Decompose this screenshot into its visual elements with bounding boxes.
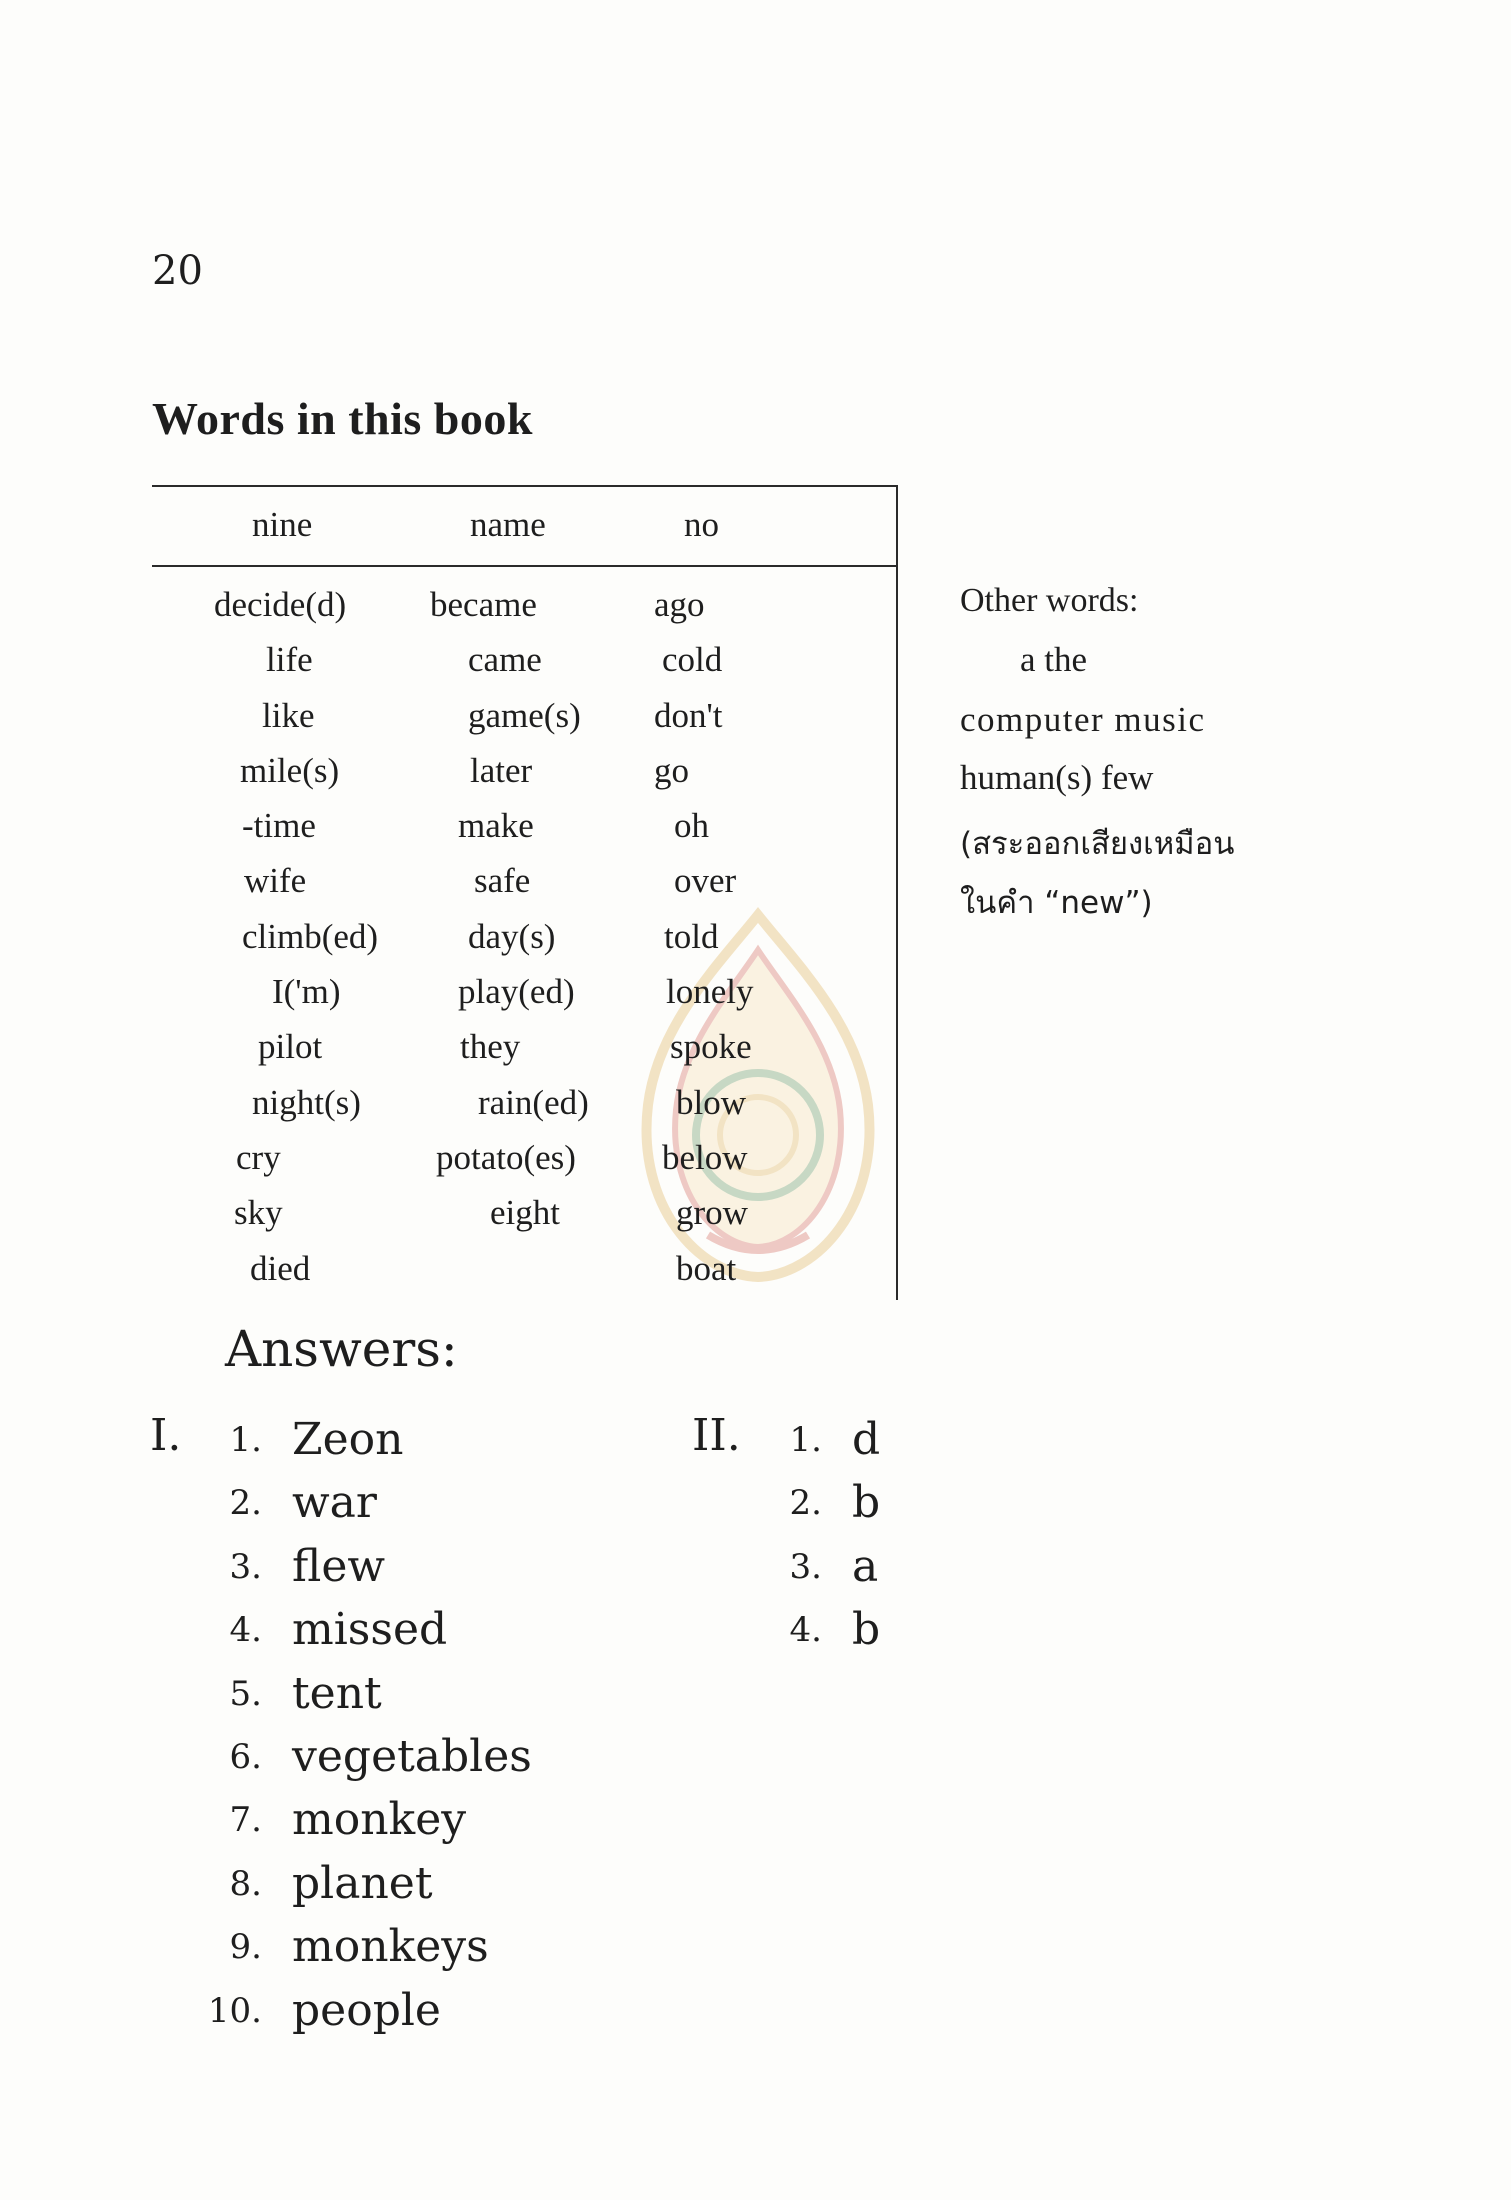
answer-row bbox=[200, 1981, 532, 2044]
answer-number: 2. bbox=[229, 1483, 262, 1524]
word-cell: make bbox=[458, 806, 534, 846]
answer-row bbox=[760, 1473, 880, 1536]
word-cell: became bbox=[430, 585, 537, 624]
table-top-rule bbox=[152, 485, 898, 487]
column-header-nine: nine bbox=[252, 505, 313, 544]
answer-row bbox=[760, 1410, 880, 1473]
other-words-line: a the bbox=[1020, 640, 1088, 679]
answer-text: d bbox=[852, 1414, 881, 1465]
answers-part-one-list bbox=[200, 1410, 532, 2044]
answer-row bbox=[200, 1727, 532, 1790]
word-cell: sky bbox=[234, 1193, 283, 1233]
word-table bbox=[152, 485, 898, 1300]
answer-row bbox=[200, 1790, 532, 1853]
other-words-line: human(s) few bbox=[960, 758, 1154, 797]
page-number: 20 bbox=[152, 248, 203, 294]
answer-number: 1. bbox=[229, 1420, 262, 1460]
answer-row bbox=[760, 1537, 880, 1600]
answer-text: a bbox=[852, 1540, 879, 1592]
answer-row bbox=[200, 1473, 532, 1536]
answer-row bbox=[200, 1410, 532, 1473]
answer-row bbox=[200, 1537, 532, 1600]
answer-text: people bbox=[292, 1984, 441, 2036]
word-cell: life bbox=[266, 640, 313, 680]
answer-text: monkey bbox=[292, 1794, 467, 1846]
answer-number: 6. bbox=[229, 1736, 262, 1777]
answer-row bbox=[200, 1600, 532, 1663]
word-cell: safe bbox=[474, 861, 531, 901]
word-cell: mile(s) bbox=[240, 750, 340, 790]
word-cell: go bbox=[654, 750, 689, 790]
other-words-line: ในคำ “new”) bbox=[960, 885, 1153, 921]
answer-number: 1. bbox=[789, 1420, 822, 1460]
word-cell: climb(ed) bbox=[242, 916, 379, 956]
word-cell: wife bbox=[244, 861, 307, 901]
word-cell: spoke bbox=[670, 1027, 752, 1067]
answer-row bbox=[200, 1664, 532, 1727]
word-cell: below bbox=[662, 1137, 748, 1177]
table-right-rule bbox=[896, 485, 898, 1300]
answer-text: monkeys bbox=[292, 1921, 489, 1973]
word-cell: decide(d) bbox=[214, 585, 347, 624]
answer-number: 10. bbox=[207, 1990, 262, 2031]
word-column-name bbox=[430, 583, 589, 1247]
answer-text: vegetables bbox=[292, 1730, 532, 1782]
word-cell: day(s) bbox=[468, 916, 556, 956]
word-cell: eight bbox=[490, 1193, 560, 1233]
other-words-line: computer music bbox=[960, 700, 1206, 739]
word-cell: rain(ed) bbox=[478, 1082, 589, 1122]
word-cell: grow bbox=[676, 1193, 748, 1233]
word-cell: told bbox=[664, 916, 719, 956]
answer-number: 7. bbox=[229, 1800, 262, 1841]
word-cell: blow bbox=[676, 1082, 746, 1122]
other-words-label: Other words: bbox=[960, 582, 1139, 619]
answer-number: 3. bbox=[229, 1546, 262, 1587]
answer-text: war bbox=[292, 1477, 377, 1529]
word-cell: oh bbox=[674, 806, 709, 846]
word-cell: I('m) bbox=[272, 972, 341, 1012]
answers-part-two-list bbox=[760, 1410, 880, 1664]
answer-row bbox=[760, 1600, 880, 1663]
word-cell: later bbox=[470, 750, 533, 790]
answers-heading: Answers: bbox=[225, 1320, 458, 1378]
word-cell: boat bbox=[676, 1248, 737, 1288]
answer-number: 9. bbox=[229, 1927, 262, 1968]
word-cell: cry bbox=[236, 1137, 281, 1177]
answer-row bbox=[200, 1917, 532, 1980]
word-cell: pilot bbox=[258, 1027, 323, 1067]
other-words-line: (สระออกเสียงเหมือน bbox=[960, 826, 1235, 862]
answer-text: tent bbox=[292, 1667, 382, 1719]
word-cell: cold bbox=[662, 640, 723, 680]
word-cell: potato(es) bbox=[436, 1137, 576, 1177]
word-column-nine bbox=[214, 583, 378, 1302]
word-cell: ago bbox=[654, 585, 705, 624]
answer-number: 4. bbox=[229, 1610, 262, 1651]
word-column-no bbox=[654, 583, 753, 1302]
table-header-rule bbox=[152, 565, 898, 567]
answer-text: Zeon bbox=[292, 1414, 404, 1465]
word-cell: play(ed) bbox=[458, 972, 575, 1012]
answer-text: planet bbox=[292, 1857, 433, 1909]
answer-number: 3. bbox=[789, 1546, 822, 1587]
word-cell: night(s) bbox=[252, 1082, 361, 1122]
answer-number: 4. bbox=[789, 1610, 822, 1651]
word-cell: -time bbox=[242, 806, 316, 846]
answers-part-two-label: II. bbox=[692, 1410, 741, 1461]
word-cell: don't bbox=[654, 695, 723, 735]
word-cell: they bbox=[460, 1027, 521, 1067]
answer-text: b bbox=[852, 1604, 881, 1656]
answer-text: flew bbox=[292, 1540, 386, 1592]
word-cell: like bbox=[262, 695, 315, 735]
word-cell: game(s) bbox=[468, 695, 581, 735]
column-header-name: name bbox=[470, 505, 546, 544]
answer-row bbox=[200, 1854, 532, 1917]
answer-text: missed bbox=[292, 1604, 448, 1656]
word-cell: died bbox=[250, 1248, 311, 1288]
answer-number: 2. bbox=[789, 1483, 822, 1524]
word-cell: came bbox=[468, 640, 542, 680]
answer-number: 8. bbox=[229, 1863, 262, 1904]
column-header-no: no bbox=[684, 505, 719, 544]
answer-text: b bbox=[852, 1477, 881, 1529]
answer-number: 5. bbox=[229, 1673, 262, 1714]
word-cell: over bbox=[674, 861, 737, 901]
answers-part-one-label: I. bbox=[150, 1410, 182, 1461]
section-title: Words in this book bbox=[152, 393, 533, 444]
word-cell: lonely bbox=[666, 972, 754, 1012]
